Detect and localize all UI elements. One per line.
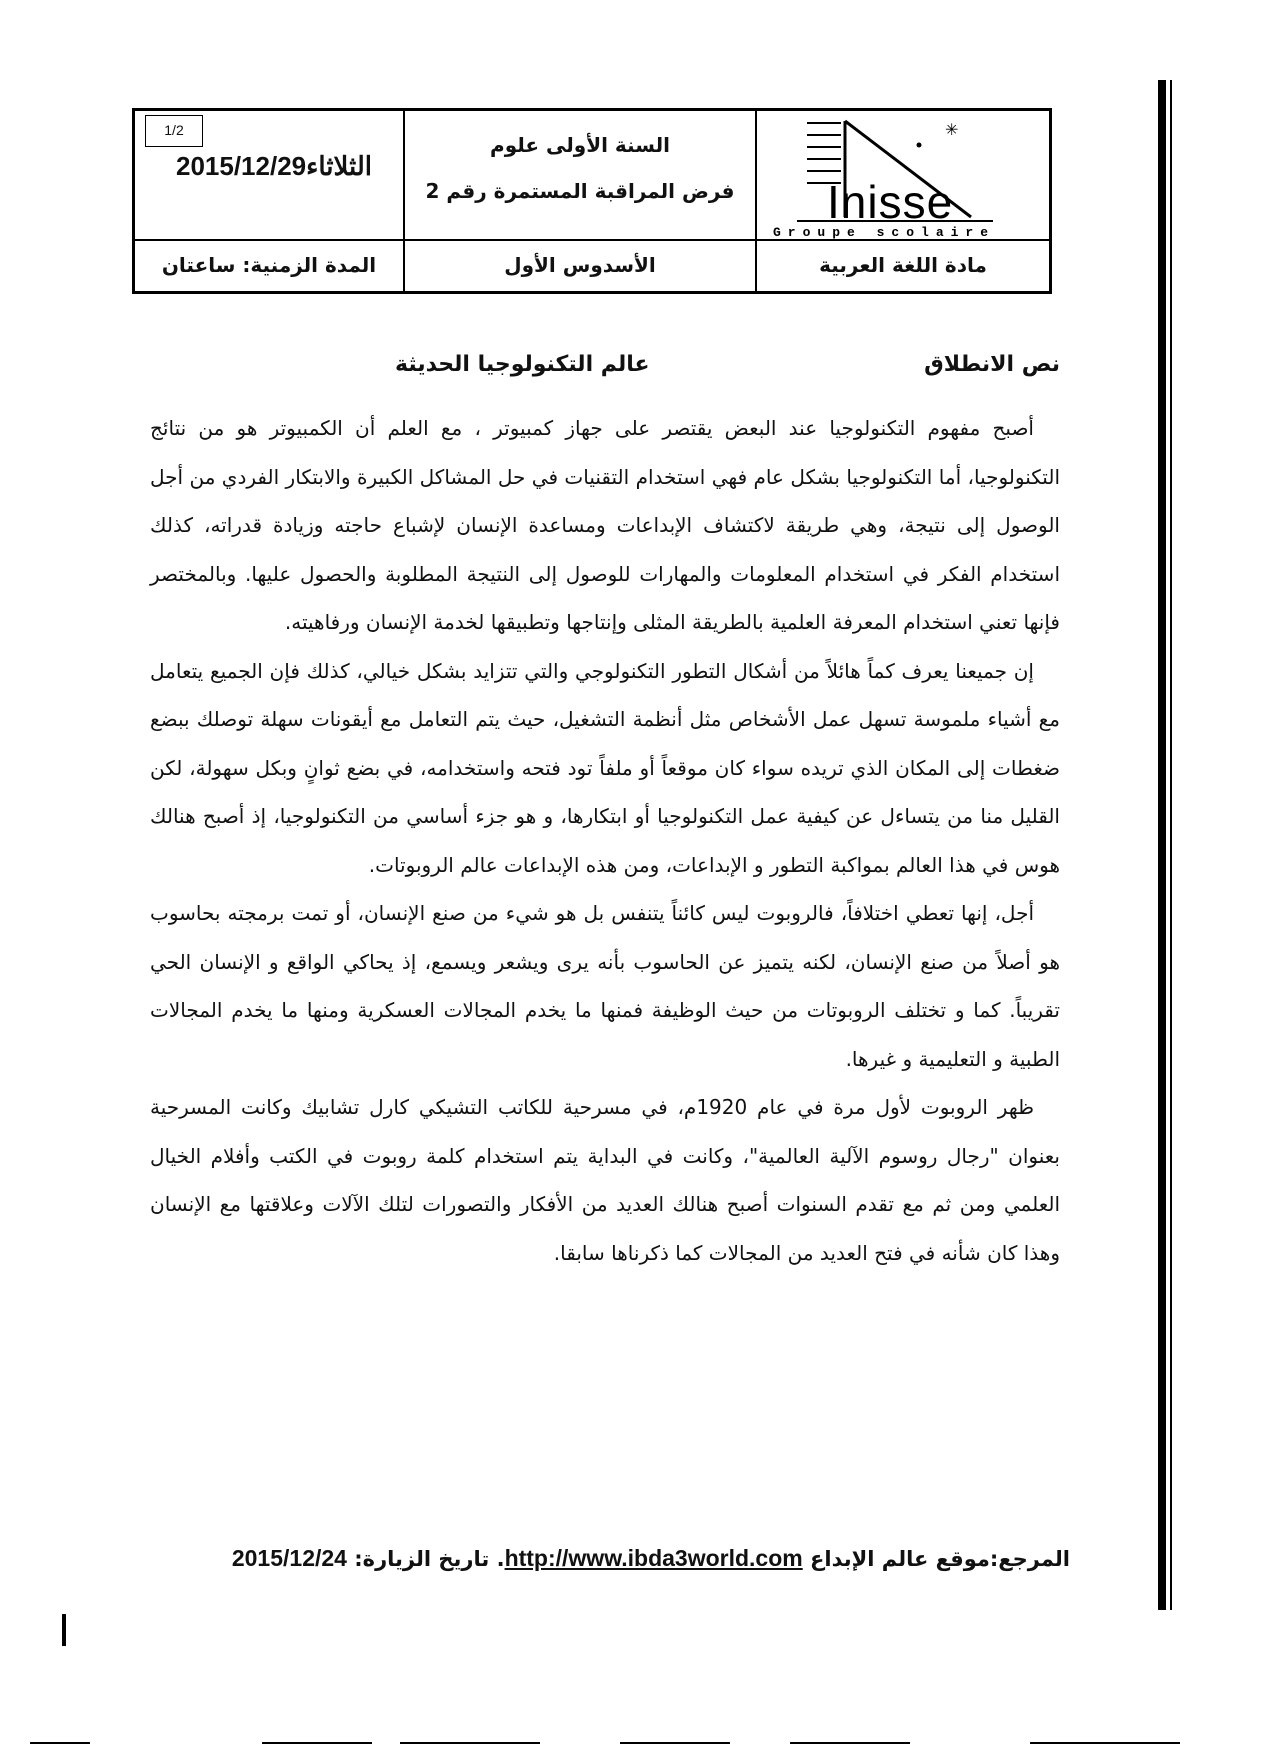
logo-word: Inisse (827, 176, 954, 228)
exam-info-cell (405, 111, 755, 239)
page-indicator: 1/2 (145, 115, 203, 147)
exam-title: فرض المراقبة المستمرة رقم 2 (425, 179, 735, 203)
bottom-rule-6 (1030, 1742, 1180, 1744)
level-label: السنة الأولى علوم (490, 133, 670, 157)
text-title: عالم التكنولوجيا الحديثة (395, 352, 650, 377)
paragraph-1: أصبح مفهوم التكنولوجيا عند البعض يقتصر على جهاز كمبيوتر ، مع العلم أن الكمبيوتر هو من نتائج التكنولوجيا، أما التكنولوجيا بشكل عام فهي استخدام التقنيات في حل المشاكل الكبيرة والابتكار الفردي من أجل الوصول إلى نتيجة، وهي طريقة لاكتشاف الإبداعات ومساعدة الإنسان لإشباع حاجته وزيادة قدراته، كذلك استخدام الفكر في استخدام المعلومات والمهارات للوصول إلى النتيجة المطلوبة والحصول عليها. وبالمختصر فإنها تعني استخدام المعرفة العلمية بالطريقة المثلى وإنتاجها وتطبيقها لخدمة الإنسان ورفاهيته. (150, 416, 1060, 634)
logo-subtitle: Groupe scolaire (773, 225, 996, 240)
left-scan-mark (62, 1614, 66, 1646)
paragraph-2: إن جميعنا يعرف كماً هائلاً من أشكال التطور التكنولوجي والتي تتزايد بشكل خيالي، كذلك فإن الجميع يتعامل مع أشياء ملموسة تسهل عمل الأشخاص مثل أنظمة التشغيل، حيث يتم التعامل مع أيقونات سهلة توصلك ببضع ضغطات إلى المكان الذي تريده سواء كان موقعاً أو ملفاً تود فتحه واستخدامه، في بضع ثوانٍ وبكل سهولة، لكن القليل منا من يتساءل عن كيفية عمل التكنولوجيا أو ابتكارها، و هو جزء أساسي من التكنولوجيا، إذ أصبح هنالك هوس في هذا العالم بمواكبة التطور و الإبداعات، ومن هذه الإبداعات عالم الروبوتات. (150, 658, 1060, 877)
bottom-rule-3 (400, 1742, 540, 1744)
visit-date: 2015/12/24 (231, 1545, 347, 1571)
date-cell (135, 111, 403, 239)
visit-label: . تاريخ الزيارة: (354, 1547, 505, 1571)
right-margin-line-thin (1170, 80, 1172, 1610)
svg-text:✳: ✳ (945, 120, 959, 139)
bottom-rule-4 (620, 1742, 730, 1744)
reference-label: المرجع:موقع عالم الإبداع (810, 1547, 1070, 1571)
article-body (150, 404, 1060, 1277)
reference-url[interactable]: http://www.ibda3world.com (504, 1545, 803, 1571)
bottom-rule-2 (262, 1742, 372, 1744)
subject-label: مادة اللغة العربية (819, 253, 987, 277)
bottom-rule-1 (30, 1742, 90, 1744)
duration-label: المدة الزمنية: ساعتان (161, 253, 377, 277)
intro-label: نص الانطلاق (924, 352, 1060, 377)
reference-line (150, 1545, 1070, 1572)
bottom-rule-5 (790, 1742, 910, 1744)
paragraph-3: أجل، إنها تعطي اختلافاً، فالروبوت ليس كائناً يتنفس بل هو شيء من صنع الإنسان، أو تمت برمجته بحاسوب هو أصلاً من صنع الإنسان، لكنه يتميز عن الحاسوب بأنه يرى ويشعر ويسمع، إذ يحاكي الواقع و الإنسان الحي تقريباً. كما و تختلف الروبوتات من حيث الوظيفة فمنها ما يخدم المجالات العسكرية ومنها ما يخدم المجالات الطبية و التعليمية و غيرها. (150, 901, 1060, 1071)
right-margin-line (1158, 80, 1166, 1610)
exam-date: الثلاثاء2015/12/29 (175, 151, 373, 181)
paragraph-4: ظهر الروبوت لأول مرة في عام 1920م، في مسرحية للكاتب التشيكي كارل تشابيك وكانت المسرحية بعنوان "رجال روسوم الآلية العالمية"، وكانت في البداية يتم استخدام كلمة روبوت في الكتب وأفلام الخيال العلمي ومن ثم مع تقدم السنوات أصبح هنالك العديد من الأفكار والتصورات لتلك الآلات وعلاقتها مع الإنسان وهذا كان شأنه في فتح العديد من المجالات كما ذكرناها سابقا. (150, 1095, 1060, 1265)
semester-label: الأسدوس الأول (504, 253, 656, 277)
header-table (132, 108, 1052, 294)
logo-cell (757, 111, 1049, 239)
